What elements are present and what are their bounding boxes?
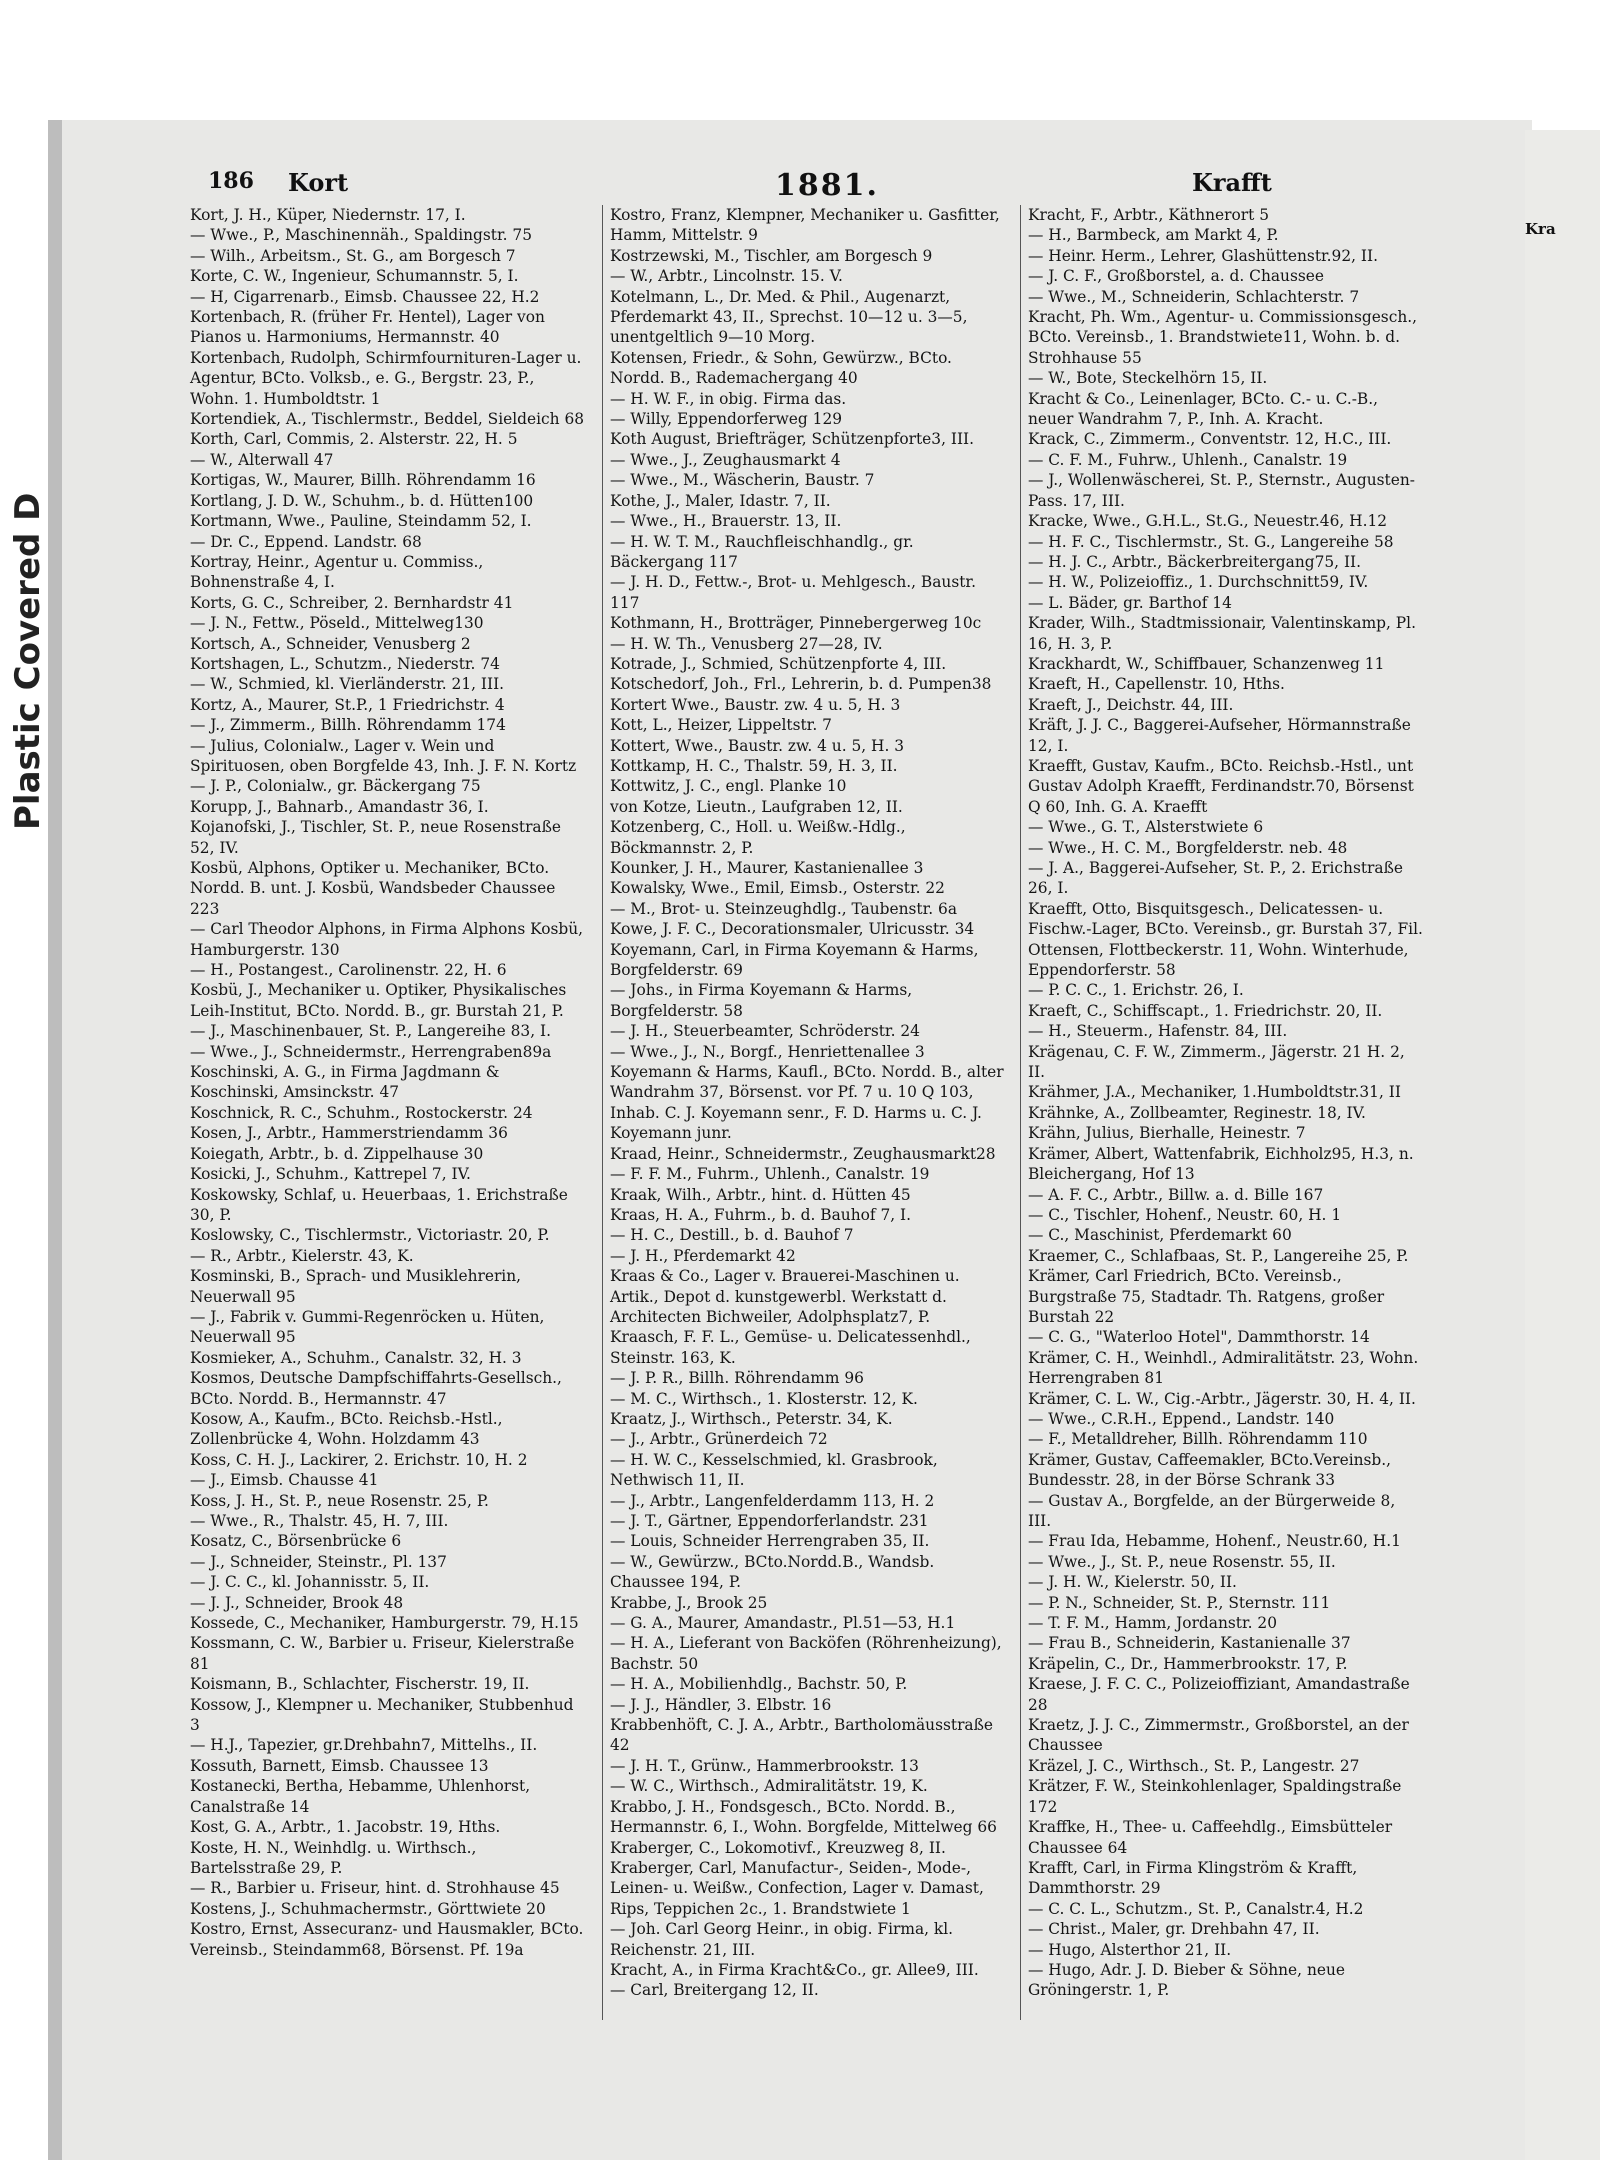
directory-entry: — C., Tischler, Hohenf., Neustr. 60, H. 1 <box>1028 1205 1342 1224</box>
directory-entry: — J. C. F., Großborstel, a. d. Chaussee <box>1028 267 1324 286</box>
directory-entry: — J., Arbtr., Grünerdeich 72 <box>610 1430 828 1449</box>
directory-entry: Kowe, J. F. C., Decorationsmaler, Ulricusstr. 34 <box>610 920 975 939</box>
directory-entry: Kostrzewski, M., Tischler, am Borgesch 9 <box>610 246 933 265</box>
directory-entry: — J., Eimsb. Chausse 41 <box>190 1471 379 1490</box>
directory-entry: Krähnke, A., Zollbeamter, Reginestr. 18, IV. <box>1028 1103 1366 1122</box>
directory-entry: — H. F. C., Tischlermstr., St. G., Langereihe 58 <box>1028 532 1394 551</box>
directory-entry: — R., Arbtr., Kielerstr. 43, K. <box>190 1246 414 1265</box>
right-keyword: Krafft <box>1192 168 1272 197</box>
directory-entry: Kraas, H. A., Fuhrm., b. d. Bauhof 7, I. <box>610 1205 912 1224</box>
column-divider <box>1020 205 1021 2020</box>
directory-entry: Kosmos, Deutsche Dampfschiffahrts-Gesellsch., BCto. Nordd. B., Hermannstr. 47 <box>190 1369 562 1408</box>
directory-entry: — P. N., Schneider, St. P., Sternstr. 111 <box>1028 1593 1331 1612</box>
directory-entry: Kotzenberg, C., Holl. u. Weißw.-Hdlg., Böckmannstr. 2, P. <box>610 818 906 857</box>
directory-entry: — Wwe., R., Thalstr. 45, H. 7, III. <box>190 1512 449 1530</box>
directory-entry: Krackhardt, W., Schiffbauer, Schanzenweg 11 <box>1028 654 1385 673</box>
directory-entry: — Wwe., J., N., Borgf., Henriettenallee 3 <box>610 1042 925 1061</box>
directory-entry: — Louis, Schneider Herrengraben 35, II. <box>610 1532 930 1551</box>
directory-entry: — H. W. C., Kesselschmied, kl. Grasbrook, Nethwisch 11, II. <box>610 1450 938 1490</box>
directory-entry: Kraffke, H., Thee- u. Caffeehdlg., Eimsbütteler Chaussee 64 <box>1028 1818 1393 1857</box>
column-3 <box>1028 205 1423 2001</box>
directory-entry: Korte, C. W., Ingenieur, Schumannstr. 5, I. <box>190 267 519 286</box>
directory-entry: Kortmann, Wwe., Pauline, Steindamm 52, I. <box>190 512 532 531</box>
directory-entry: — J. H. W., Kielerstr. 50, II. <box>1028 1573 1237 1592</box>
directory-entry: — Wwe., J., St. P., neue Rosenstr. 55, II. <box>1028 1552 1336 1571</box>
directory-entry: — Gustav A., Borgfelde, an der Bürgerweide 8, III. <box>1028 1491 1396 1530</box>
directory-entry: Krafft, Carl, in Firma Klingström & Krafft, Dammthorstr. 29 <box>1028 1858 1358 1898</box>
directory-entry: — Wwe., J., Zeughausmarkt 4 <box>610 450 841 469</box>
directory-entry: — J. A., Baggerei-Aufseher, St. P., 2. Erichstraße 26, I. <box>1028 859 1403 898</box>
directory-entry: Koschinski, A. G., in Firma Jagdmann & Koschinski, Amsinckstr. 47 <box>190 1063 500 1102</box>
directory-entry: Kortshagen, L., Schutzm., Niederstr. 74 <box>190 654 500 673</box>
directory-entry: Kortlang, J. D. W., Schuhm., b. d. Hütten100 <box>190 491 534 510</box>
directory-entry: Kott, L., Heizer, Lippeltstr. 7 <box>610 716 832 735</box>
directory-entry: Kracht & Co., Leinenlager, BCto. C.- u. C.-B., neuer Wandrahm 7, P., Inh. A. Kracht. <box>1028 389 1379 429</box>
directory-entry: — Wilh., Arbeitsm., St. G., am Borgesch 7 <box>190 246 516 265</box>
directory-entry: Kraad, Heinr., Schneidermstr., Zeughausmarkt28 <box>610 1144 996 1163</box>
directory-entry: Kortz, A., Maurer, St.P., 1 Friedrichstr. 4 <box>190 695 505 714</box>
directory-entry: — H, Cigarrenarb., Eimsb. Chaussee 22, H.2 <box>190 287 540 306</box>
directory-entry: Kosbü, Alphons, Optiker u. Mechaniker, BCto. Nordd. B. unt. J. Kosbü, Wandsbeder Chaussee 223 <box>190 859 556 918</box>
directory-entry: Kostro, Franz, Klempner, Mechaniker u. Gasfitter, Hamm, Mittelstr. 9 <box>610 206 1000 245</box>
directory-entry: Krämer, C. H., Weinhdl., Admiralitätstr. 23, Wohn. Herrengraben 81 <box>1028 1348 1419 1388</box>
directory-entry: — Julius, Colonialw., Lager v. Wein und Spirituosen, oben Borgfelde 43, Inh. J. F. N. Kortz <box>190 736 577 775</box>
directory-entry: — Wwe., G. T., Alsterstwiete 6 <box>1028 818 1264 837</box>
directory-entry: — J., Zimmerm., Billh. Röhrendamm 174 <box>190 716 506 735</box>
directory-entry: — W., Bote, Steckelhörn 15, II. <box>1028 369 1268 388</box>
directory-entry: — C. F. M., Fuhrw., Uhlenh., Canalstr. 19 <box>1028 450 1348 469</box>
directory-entry: Kosminski, B., Sprach- und Musiklehrerin, Neuerwall 95 <box>190 1267 522 1306</box>
directory-entry: — A. F. C., Arbtr., Billw. a. d. Bille 167 <box>1028 1185 1324 1204</box>
directory-entry: Krämer, Albert, Wattenfabrik, Eichholz95, H.3, n. Bleichergang, Hof 13 <box>1028 1144 1414 1184</box>
directory-entry: — C., Maschinist, Pferdemarkt 60 <box>1028 1226 1292 1245</box>
directory-entry: Krader, Wilh., Stadtmissionair, Valentinskamp, Pl. 16, H. 3, P. <box>1028 614 1416 653</box>
directory-entry: Kracht, A., in Firma Kracht&Co., gr. Allee9, III. <box>610 1960 979 1979</box>
directory-entry: Krack, C., Zimmerm., Conventstr. 12, H.C., III. <box>1028 430 1392 449</box>
directory-entry: Kosatz, C., Börsenbrücke 6 <box>190 1532 402 1551</box>
directory-entry: Kräft, J. J. C., Baggerei-Aufseher, Hörmannstraße 12, I. <box>1028 716 1411 755</box>
directory-entry: Kortenbach, R. (früher Fr. Hentel), Lager von Pianos u. Harmoniums, Hermannstr. 40 <box>190 308 545 347</box>
directory-entry: Kotschedorf, Joh., Frl., Lehrerin, b. d. Pumpen38 <box>610 675 992 694</box>
directory-entry: Kraefft, Otto, Bisquitsgesch., Delicatessen- u. Fischw.-Lager, BCto. Vereinsb., gr. Burstah 37, Fil. Ottensen, Flottbeckerstr. 11, Wohn. Winterhude, Eppendorferstr. 58 <box>1028 899 1423 980</box>
directory-entry: Kostro, Ernst, Assecuranz- und Hausmakler, BCto. Vereinsb., Steindamm68, Börsenst. Pf. 19a <box>190 1920 584 1959</box>
directory-entry: — H. W. F., in obig. Firma das. <box>610 389 847 408</box>
column-2 <box>610 205 1005 2001</box>
directory-entry: Kounker, J. H., Maurer, Kastanienallee 3 <box>610 859 924 877</box>
spine-label: Plastic Covered D <box>8 492 48 830</box>
directory-entry: — W., Alterwall 47 <box>190 450 334 469</box>
directory-entry: Krabbenhöft, C. J. A., Arbtr., Bartholomäusstraße 42 <box>610 1716 993 1755</box>
directory-entry: Krähn, Julius, Bierhalle, Heinestr. 7 <box>1028 1124 1306 1143</box>
directory-entry: — Hugo, Adr. J. D. Bieber & Söhne, neue Gröningerstr. 1, P. <box>1028 1960 1345 2000</box>
directory-entry: — W., Schmied, kl. Vierländerstr. 21, III. <box>190 675 505 694</box>
directory-entry: — F., Metalldreher, Billh. Röhrendamm 110 <box>1028 1430 1368 1449</box>
directory-entry: — J. P. R., Billh. Röhrendamm 96 <box>610 1369 864 1388</box>
directory-entry: Kojanofski, J., Tischler, St. P., neue Rosenstraße 52, IV. <box>190 818 561 857</box>
page-number: 186 <box>208 168 254 194</box>
directory-entry: von Kotze, Lieutn., Laufgraben 12, II. <box>610 797 903 816</box>
directory-entry: — J. T., Gärtner, Eppendorferlandstr. 231 <box>610 1512 929 1530</box>
directory-entry: — Willy, Eppendorferweg 129 <box>610 410 843 429</box>
directory-entry: — H.J., Tapezier, gr.Drehbahn7, Mittelhs., II. <box>190 1736 538 1755</box>
directory-entry: Kost, G. A., Arbtr., 1. Jacobstr. 19, Hths. <box>190 1818 501 1837</box>
directory-entry: — W., Gewürzw., BCto.Nordd.B., Wandsb. Chaussee 194, P. <box>610 1552 935 1592</box>
directory-entry: — Wwe., P., Maschinennäh., Spaldingstr. 75 <box>190 226 533 245</box>
directory-entry: Koyemann, Carl, in Firma Koyemann & Harms, Borgfelderstr. 69 <box>610 940 979 980</box>
directory-entry: Kräpelin, C., Dr., Hammerbrookstr. 17, P. <box>1028 1654 1348 1673</box>
directory-entry: Krämer, C. L. W., Cig.-Arbtr., Jägerstr. 30, H. 4, II. <box>1028 1389 1416 1408</box>
directory-entry: — Frau Ida, Hebamme, Hohenf., Neustr.60, H.1 <box>1028 1532 1401 1551</box>
left-keyword: Kort <box>288 168 349 197</box>
column-1 <box>190 205 585 1960</box>
directory-entry: — J. H., Steuerbeamter, Schröderstr. 24 <box>610 1022 920 1041</box>
directory-entry: Kottert, Wwe., Baustr. zw. 4 u. 5, H. 3 <box>610 736 905 755</box>
directory-entry: — Wwe., C.R.H., Eppend., Landstr. 140 <box>1028 1409 1335 1428</box>
directory-entry: — Carl, Breitergang 12, II. <box>610 1981 819 2000</box>
directory-entry: Koismann, B., Schlachter, Fischerstr. 19, II. <box>190 1675 530 1694</box>
directory-entry: — T. F. M., Hamm, Jordanstr. 20 <box>1028 1614 1277 1633</box>
directory-entry: — Wwe., H. C. M., Borgfelderstr. neb. 48 <box>1028 838 1348 857</box>
directory-entry: Korth, Carl, Commis, 2. Alsterstr. 22, H. 5 <box>190 430 518 449</box>
directory-entry: — H., Postangest., Carolinenstr. 22, H. 6 <box>190 961 507 980</box>
directory-entry: Koyemann & Harms, Kaufl., BCto. Nordd. B., alter Wandrahm 37, Börsenst. vor Pf. 7 u. 10 Q 103, Inhab. C. J. Koyemann senr., F. D. Harms u. C. J. Koyemann junr. <box>610 1063 1004 1143</box>
directory-entry: Kraese, J. F. C. C., Polizeioffiziant, Amandastraße 28 <box>1028 1675 1410 1714</box>
directory-entry: — C. G., "Waterloo Hotel", Dammthorstr. 14 <box>1028 1328 1370 1347</box>
directory-entry: Kraasch, F. F. L., Gemüse- u. Delicatessenhdl., Steinstr. 163, K. <box>610 1328 971 1367</box>
next-page-edge-text: Kra <box>1525 220 1556 238</box>
directory-entry: — W. C., Wirthsch., Admiralitätstr. 19, K. <box>610 1777 928 1796</box>
directory-entry: — Frau B., Schneiderin, Kastanienalle 37 <box>1028 1634 1351 1653</box>
directory-entry: Kotrade, J., Schmied, Schützenpforte 4, III. <box>610 654 947 673</box>
directory-entry: Koss, J. H., St. P., neue Rosenstr. 25, P. <box>190 1491 489 1510</box>
next-page-edge <box>1525 130 1600 2160</box>
directory-entry: — H. J. C., Arbtr., Bäckerbreitergang75, II. <box>1028 552 1362 571</box>
page-header <box>190 168 1310 202</box>
directory-entry: Kraberger, Carl, Manufactur-, Seiden-, Mode-, Leinen- u. Weißw., Confection, Lager v. Damast, Rips, Teppichen 2c., 1. Brandstwiete 1 <box>610 1858 984 1918</box>
directory-entry: Kräzel, J. C., Wirthsch., St. P., Langestr. 27 <box>1028 1756 1360 1775</box>
directory-entry: Kottkamp, H. C., Thalstr. 59, H. 3, II. <box>610 756 898 775</box>
directory-entry: — J., Wollenwäscherei, St. P., Sternstr., Augusten-Pass. 17, III. <box>1028 471 1415 510</box>
directory-entry: — F. F. M., Fuhrm., Uhlenh., Canalstr. 19 <box>610 1165 930 1184</box>
directory-entry: — Carl Theodor Alphons, in Firma Alphons Kosbü, Hamburgerstr. 130 <box>190 920 584 959</box>
directory-entry: — H., Steuerm., Hafenstr. 84, III. <box>1028 1022 1288 1041</box>
directory-entry: Koste, H. N., Weinhdlg. u. Wirthsch., Bartelsstraße 29, P. <box>190 1838 477 1877</box>
directory-entry: — Johs., in Firma Koyemann & Harms, Borgfelderstr. 58 <box>610 981 913 1020</box>
directory-entry: — J. J., Händler, 3. Elbstr. 16 <box>610 1695 832 1714</box>
directory-entry: Kostanecki, Bertha, Hebamme, Uhlenhorst, Canalstraße 14 <box>190 1777 531 1816</box>
directory-entry: — W., Arbtr., Lincolnstr. 15. V. <box>610 267 843 286</box>
directory-entry: — H. C., Destill., b. d. Bauhof 7 <box>610 1226 854 1245</box>
directory-entry: Kracke, Wwe., G.H.L., St.G., Neuestr.46, H.12 <box>1028 512 1388 531</box>
directory-entry: — H. W. Th., Venusberg 27—28, IV. <box>610 634 883 653</box>
directory-entry: — M. C., Wirthsch., 1. Klosterstr. 12, K. <box>610 1389 918 1408</box>
directory-entry: — J., Maschinenbauer, St. P., Langereihe 83, I. <box>190 1022 551 1041</box>
directory-entry: — Heinr. Herm., Lehrer, Glashüttenstr.92, II. <box>1028 246 1378 265</box>
directory-entry: Korupp, J., Bahnarb., Amandastr 36, I. <box>190 797 489 816</box>
directory-entry: Kortert Wwe., Baustr. zw. 4 u. 5, H. 3 <box>610 695 901 714</box>
directory-entry: Koth August, Briefträger, Schützenpforte3, III. <box>610 430 974 449</box>
directory-entry: — J. H. T., Grünw., Hammerbrookstr. 13 <box>610 1756 919 1775</box>
directory-entry: — H. A., Lieferant von Backöfen (Röhrenheizung), Bachstr. 50 <box>610 1634 1002 1673</box>
directory-entry: Kraefft, Gustav, Kaufm., BCto. Reichsb.-Hstl., unt Gustav Adolph Kraefft, Ferdinandstr.70, Börsenst Q 60, Inh. G. A. Kraefft <box>1028 756 1414 816</box>
directory-entry: Korts, G. C., Schreiber, 2. Bernhardstr 41 <box>190 593 514 612</box>
directory-entry: — J. H., Pferdemarkt 42 <box>610 1246 796 1265</box>
directory-entry: — H. W., Polizeioffiz., 1. Durchschnitt59, IV. <box>1028 573 1369 592</box>
directory-entry: — J., Schneider, Steinstr., Pl. 137 <box>190 1552 447 1571</box>
directory-entry: — Wwe., H., Brauerstr. 13, II. <box>610 512 842 531</box>
directory-entry: Kowalsky, Wwe., Emil, Eimsb., Osterstr. 22 <box>610 879 945 898</box>
directory-entry: Kracht, F., Arbtr., Käthnerort 5 <box>1028 206 1269 224</box>
directory-entry: Kraas & Co., Lager v. Brauerei-Maschinen u. Artik., Depot d. kunstgewerbl. Werkstatt d. Architecten Bichweiler, Adolphsplatz7, P. <box>610 1267 960 1326</box>
directory-entry: Koslowsky, C., Tischlermstr., Victoriastr. 20, P. <box>190 1226 550 1245</box>
directory-entry: Kostens, J., Schuhmachermstr., Görttwiete 20 <box>190 1899 546 1918</box>
directory-entry: Kortigas, W., Maurer, Billh. Röhrendamm 16 <box>190 471 536 490</box>
directory-entry: — H., Barmbeck, am Markt 4, P. <box>1028 226 1279 245</box>
directory-entry: Kortendiek, A., Tischlermstr., Beddel, Sieldeich 68 <box>190 410 585 429</box>
directory-entry: Kothmann, H., Brotträger, Pinnebergerweg 10c <box>610 614 982 633</box>
directory-entry: — Christ., Maler, gr. Drehbahn 47, II. <box>1028 1920 1320 1939</box>
directory-entry: — Wwe., M., Wäscherin, Baustr. 7 <box>610 471 875 490</box>
directory-entry: — J., Fabrik v. Gummi-Regenröcken u. Hüten, Neuerwall 95 <box>190 1307 545 1347</box>
directory-entry: Kraeft, C., Schiffscapt., 1. Friedrichstr. 20, II. <box>1028 1001 1383 1020</box>
directory-entry: Kraeft, H., Capellenstr. 10, Hths. <box>1028 675 1285 694</box>
directory-entry: Krabbo, J. H., Fondsgesch., BCto. Nordd. B., Hermannstr. 6, I., Wohn. Borgfelde, Mittelweg 66 <box>610 1797 997 1837</box>
directory-entry: Kraemer, C., Schlafbaas, St. P., Langereihe 25, P. <box>1028 1246 1409 1265</box>
directory-entry: Krämer, Carl Friedrich, BCto. Vereinsb., Burgstraße 75, Stadtadr. Th. Ratgens, großer Burstah 22 <box>1028 1267 1385 1326</box>
directory-entry: Kraberger, C., Lokomotivf., Kreuzweg 8, II. <box>610 1838 946 1857</box>
directory-entry: — Dr. C., Eppend. Landstr. 68 <box>190 532 422 551</box>
directory-entry: Kortsch, A., Schneider, Venusberg 2 <box>190 634 471 653</box>
directory-entry: Kosicki, J., Schuhm., Kattrepel 7, IV. <box>190 1165 471 1184</box>
directory-entry: — Wwe., M., Schneiderin, Schlachterstr. 7 <box>1028 287 1360 306</box>
directory-entry: — J. N., Fettw., Pöseld., Mittelweg130 <box>190 614 484 633</box>
directory-entry: — C. C. L., Schutzm., St. P., Canalstr.4, H.2 <box>1028 1899 1364 1918</box>
directory-entry: Kosbü, J., Mechaniker u. Optiker, Physikalisches Leih-Institut, BCto. Nordd. B., gr. Burstah 21, P. <box>190 981 567 1020</box>
directory-entry: Krägenau, C. F. W., Zimmerm., Jägerstr. 21 H. 2, II. <box>1028 1042 1405 1082</box>
directory-entry: Krabbe, J., Brook 25 <box>610 1593 768 1612</box>
directory-entry: — H. A., Mobilienhdlg., Bachstr. 50, P. <box>610 1675 908 1694</box>
directory-entry: Kortray, Heinr., Agentur u. Commiss., Bohnenstraße 4, I. <box>190 552 484 592</box>
year-title: 1881. <box>775 168 879 203</box>
directory-entry: Kortenbach, Rudolph, Schirmfournituren-Lager u. Agentur, BCto. Volksb., e. G., Bergstr. 23, P., Wohn. 1. Humboldtstr. 1 <box>190 348 582 408</box>
directory-entry: — G. A., Maurer, Amandastr., Pl.51—53, H.1 <box>610 1614 956 1633</box>
directory-entry: Kosow, A., Kaufm., BCto. Reichsb.-Hstl., Zollenbrücke 4, Wohn. Holzdamm 43 <box>190 1409 503 1449</box>
directory-entry: Koiegath, Arbtr., b. d. Zippelhause 30 <box>190 1144 484 1163</box>
directory-entry: Krätzer, F. W., Steinkohlenlager, Spaldingstraße 172 <box>1028 1777 1402 1816</box>
directory-entry: Kort, J. H., Küper, Niedernstr. 17, I. <box>190 206 466 224</box>
directory-entry: Kotelmann, L., Dr. Med. & Phil., Augenarzt, Pferdemarkt 43, II., Sprechst. 10—12 u. 3—5, unentgeltlich 9—10 Morg. <box>610 287 968 347</box>
directory-entry: Kossuth, Barnett, Eimsb. Chaussee 13 <box>190 1756 489 1775</box>
directory-entry: Koskowsky, Schlaf, u. Heuerbaas, 1. Erichstraße 30, P. <box>190 1185 568 1224</box>
directory-entry: Kosmieker, A., Schuhm., Canalstr. 32, H. 3 <box>190 1348 522 1367</box>
directory-entry: Krämer, Gustav, Caffeemakler, BCto.Vereinsb., Bundesstr. 28, in der Börse Schrank 33 <box>1028 1450 1392 1490</box>
directory-entry: — R., Barbier u. Friseur, hint. d. Strohhause 45 <box>190 1879 560 1898</box>
directory-entry: Kossede, C., Mechaniker, Hamburgerstr. 79, H.15 <box>190 1614 579 1633</box>
column-divider <box>602 205 603 2020</box>
directory-entry: Kossow, J., Klempner u. Mechaniker, Stubbenhud 3 <box>190 1695 574 1735</box>
directory-entry: Krähmer, J.A., Mechaniker, 1.Humboldtstr.31, II <box>1028 1083 1401 1102</box>
directory-entry: — P. C. C., 1. Erichstr. 26, I. <box>1028 981 1244 1000</box>
directory-entry: Koschnick, R. C., Schuhm., Rostockerstr. 24 <box>190 1103 533 1122</box>
directory-entry: Kothe, J., Maler, Idastr. 7, II. <box>610 491 831 510</box>
directory-entry: Kottwitz, J. C., engl. Planke 10 <box>610 777 847 796</box>
directory-entry: Kraetz, J. J. C., Zimmermstr., Großborstel, an der Chaussee <box>1028 1716 1409 1755</box>
directory-entry: — H. W. T. M., Rauchfleischhandlg., gr. Bäckergang 117 <box>610 532 914 571</box>
directory-entry: — M., Brot- u. Steinzeughdlg., Taubenstr. 6a <box>610 899 958 918</box>
directory-entry: Kosen, J., Arbtr., Hammerstriendamm 36 <box>190 1124 508 1143</box>
directory-entry: Kraeft, J., Deichstr. 44, III. <box>1028 695 1234 714</box>
directory-entry: — J. J., Schneider, Brook 48 <box>190 1593 404 1612</box>
directory-entry: Kracht, Ph. Wm., Agentur- u. Commissionsgesch., BCto. Vereinsb., 1. Brandstwiete11, Wohn. b. d. Strohhause 55 <box>1028 308 1418 367</box>
directory-entry: Kraatz, J., Wirthsch., Peterstr. 34, K. <box>610 1409 893 1428</box>
directory-entry: — L. Bäder, gr. Barthof 14 <box>1028 593 1232 612</box>
directory-entry: Kossmann, C. W., Barbier u. Friseur, Kielerstraße 81 <box>190 1634 575 1673</box>
directory-entry: — J. H. D., Fettw.-, Brot- u. Mehlgesch., Baustr. 117 <box>610 573 976 612</box>
directory-entry: — J., Arbtr., Langenfelderdamm 113, H. 2 <box>610 1491 935 1510</box>
directory-entry: Kotensen, Friedr., & Sohn, Gewürzw., BCto. Nordd. B., Rademachergang 40 <box>610 348 952 388</box>
directory-entry: — Hugo, Alsterthor 21, II. <box>1028 1940 1232 1959</box>
directory-entry: — Joh. Carl Georg Heinr., in obig. Firma, kl. Reichenstr. 21, III. <box>610 1920 954 1959</box>
directory-entry: Koss, C. H. J., Lackirer, 2. Erichstr. 10, H. 2 <box>190 1450 528 1469</box>
directory-entry: — J. P., Colonialw., gr. Bäckergang 75 <box>190 777 481 796</box>
directory-entry: — Wwe., J., Schneidermstr., Herrengraben89a <box>190 1042 552 1061</box>
directory-entry: Kraak, Wilh., Arbtr., hint. d. Hütten 45 <box>610 1185 911 1204</box>
directory-entry: — J. C. C., kl. Johannisstr. 5, II. <box>190 1573 430 1592</box>
